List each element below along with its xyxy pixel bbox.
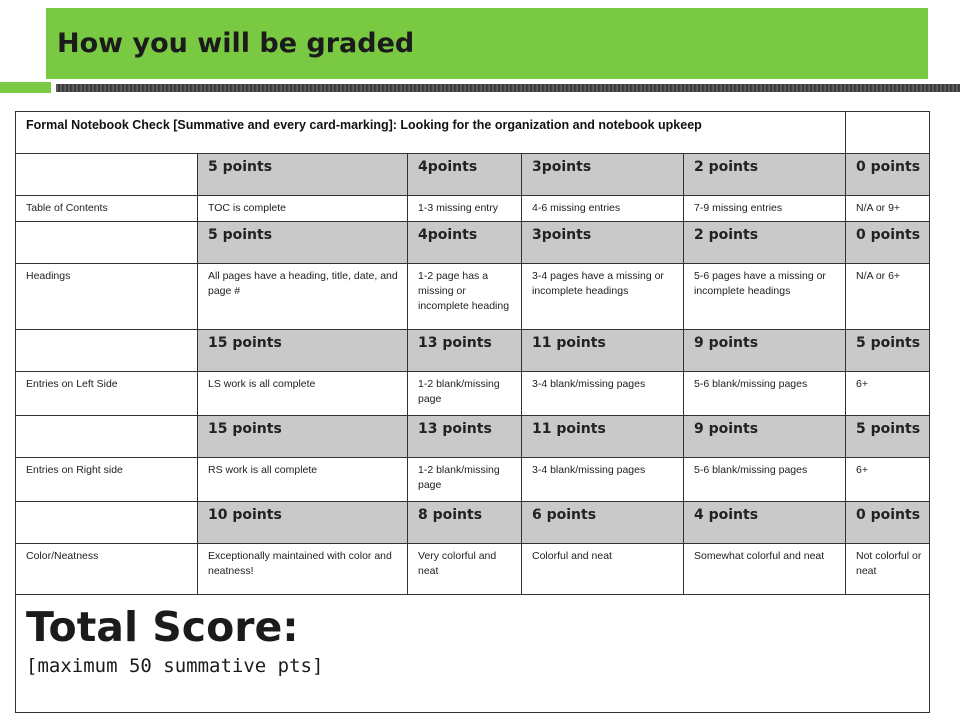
points-row-color-neatness [16,502,930,544]
points-row-right-side [16,416,930,458]
criterion-label: Entries on Right side [16,458,198,502]
points-cell: 15 points [198,330,408,372]
points-cell: 5 points [846,330,930,372]
descriptor-cell: 5-6 blank/missing pages [684,458,846,502]
descriptor-cell: 1-3 missing entry [408,196,522,222]
total-score-label: Total Score: [26,603,299,651]
total-score-max: [maximum 50 summative pts] [26,655,324,677]
points-cell: 5 points [198,222,408,264]
points-cell: 0 points [846,502,930,544]
descriptor-cell: Somewhat colorful and neat [684,544,846,595]
rubric-header: Formal Notebook Check [Summative and every card-marking]: Looking for the organization and notebook upkeep [16,112,846,154]
points-cell: 0 points [846,154,930,196]
total-score-row [16,595,930,713]
descriptor-cell: 1-2 page has a missing or incomplete heading [408,264,522,330]
descriptor-cell: 3-4 blank/missing pages [522,458,684,502]
points-row-blank [16,222,198,264]
points-cell: 2 points [684,154,846,196]
descriptor-cell: 6+ [846,372,930,416]
criterion-label: Headings [16,264,198,330]
points-cell: 3points [522,154,684,196]
points-row-blank [16,502,198,544]
grading-rubric-table [15,111,930,713]
points-row-left-side [16,330,930,372]
points-cell: 10 points [198,502,408,544]
points-row-blank [16,416,198,458]
criterion-row-right-side [16,458,930,502]
descriptor-cell: Very colorful and neat [408,544,522,595]
points-cell: 5 points [198,154,408,196]
points-row-headings [16,222,930,264]
points-cell: 13 points [408,416,522,458]
points-cell: 0 points [846,222,930,264]
points-cell: 3points [522,222,684,264]
points-cell: 15 points [198,416,408,458]
title-banner [46,8,928,79]
points-cell: 8 points [408,502,522,544]
descriptor-cell: Colorful and neat [522,544,684,595]
descriptor-cell: N/A or 9+ [846,196,930,222]
points-cell: 9 points [684,416,846,458]
points-cell: 11 points [522,416,684,458]
accent-stripe-dark [56,84,960,92]
points-row-blank [16,330,198,372]
descriptor-cell: 6+ [846,458,930,502]
descriptor-cell: Exceptionally maintained with color and neatness! [198,544,408,595]
points-row-blank [16,154,198,196]
descriptor-cell: 7-9 missing entries [684,196,846,222]
criterion-row-headings [16,264,930,330]
points-cell: 4points [408,154,522,196]
descriptor-cell: Not colorful or neat [846,544,930,595]
criterion-label: Table of Contents [16,196,198,222]
total-score-cell [16,595,930,713]
descriptor-cell: RS work is all complete [198,458,408,502]
rubric-header-blank [846,112,930,154]
points-cell: 4 points [684,502,846,544]
descriptor-cell: 3-4 pages have a missing or incomplete headings [522,264,684,330]
points-cell: 6 points [522,502,684,544]
criterion-label: Entries on Left Side [16,372,198,416]
accent-stripe-green [0,82,51,93]
descriptor-cell: 1-2 blank/missing page [408,458,522,502]
criterion-row-toc [16,196,930,222]
points-cell: 13 points [408,330,522,372]
points-cell: 4points [408,222,522,264]
points-row-toc [16,154,930,196]
points-cell: 5 points [846,416,930,458]
criterion-row-color-neatness [16,544,930,595]
descriptor-cell: 5-6 pages have a missing or incomplete headings [684,264,846,330]
descriptor-cell: All pages have a heading, title, date, and page # [198,264,408,330]
descriptor-cell: 1-2 blank/missing page [408,372,522,416]
descriptor-cell: TOC is complete [198,196,408,222]
criterion-label: Color/Neatness [16,544,198,595]
descriptor-cell: LS work is all complete [198,372,408,416]
page-title: How you will be graded [57,28,415,59]
points-cell: 9 points [684,330,846,372]
points-cell: 11 points [522,330,684,372]
descriptor-cell: 3-4 blank/missing pages [522,372,684,416]
descriptor-cell: 5-6 blank/missing pages [684,372,846,416]
descriptor-cell: 4-6 missing entries [522,196,684,222]
criterion-row-left-side [16,372,930,416]
descriptor-cell: N/A or 6+ [846,264,930,330]
points-cell: 2 points [684,222,846,264]
rubric-header-row [16,112,930,154]
